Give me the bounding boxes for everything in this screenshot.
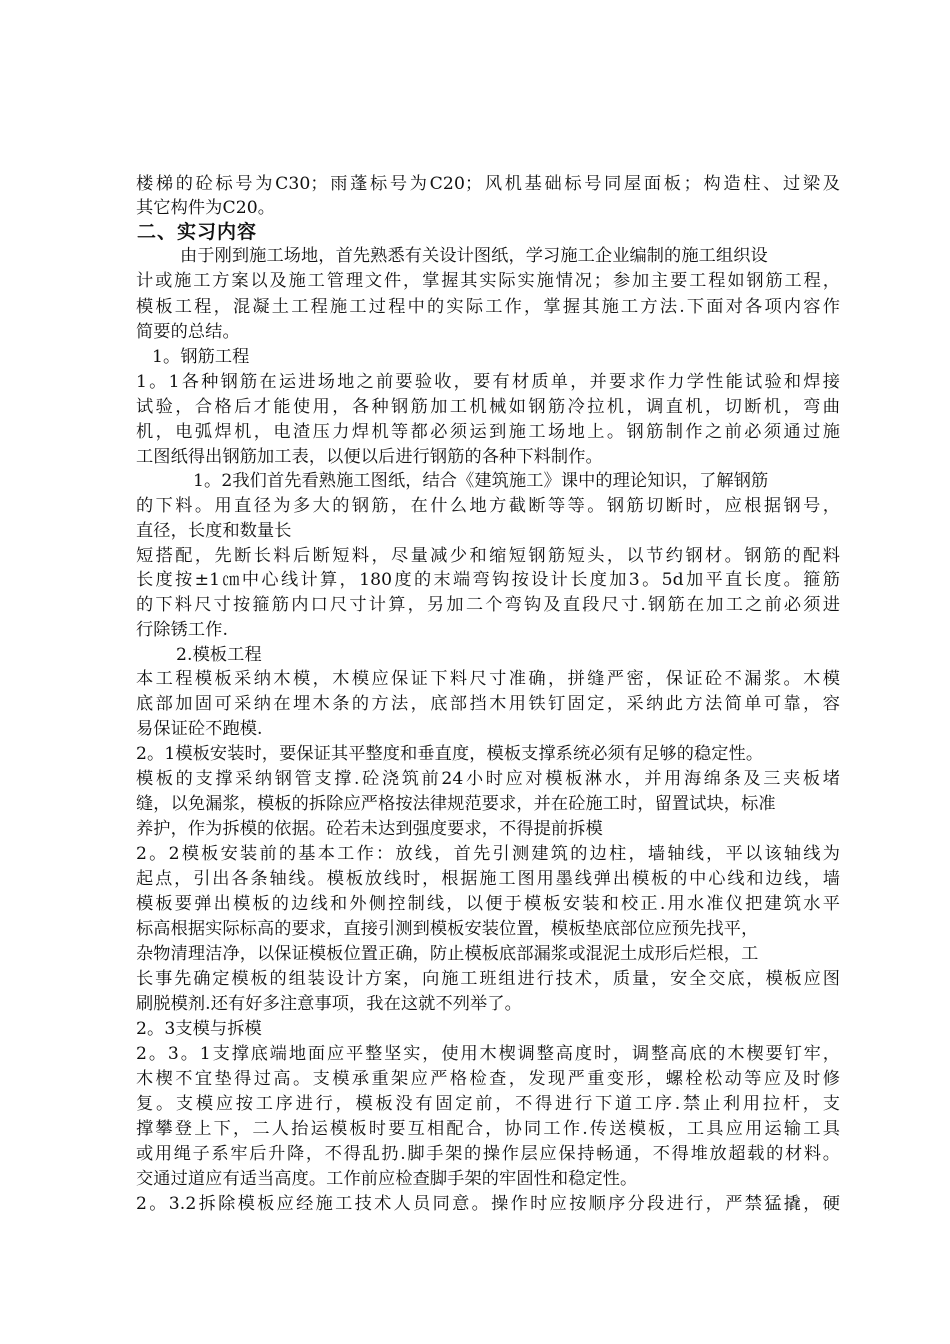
paragraph-line: 2。3.2拆除模板应经施工技术人员同意。操作时应按顺序分段进行，严禁猛撬，硬	[136, 1194, 840, 1214]
text-line: 其它构件为C20。	[136, 198, 276, 218]
paragraph-line: 工图纸得出钢筋加工表，以便以后进行钢筋的各种下料制作。	[136, 447, 603, 467]
subsection-heading: 2。3支模与拆模	[136, 1019, 262, 1039]
paragraph-line: 长事先确定模板的组装设计方案，向施工班组进行技术，质量，安全交底，模板应图	[136, 969, 840, 989]
paragraph-line: 交通过道应有适当高度。工作前应检查脚手架的牢固性和稳定性。	[136, 1169, 638, 1189]
paragraph-line: 直径，长度和数量长	[136, 521, 292, 541]
paragraph-line: 缝，以免漏浆，模板的拆除应严格按法律规范要求，并在砼施工时，留置试块，标准	[136, 794, 776, 814]
paragraph-line: 模板要弹出模板的边线和外侧控制线，以便于模板安装和校正.用水准仪把建筑水平	[136, 894, 840, 914]
paragraph-line: 计或施工方案以及施工管理文件，掌握其实际实施情况；参加主要工程如钢筋工程，	[136, 271, 840, 291]
paragraph-line: 的下料尺寸按箍筋内口尺寸计算，另加二个弯钩及直段尺寸.钢筋在加工之前必须进	[136, 595, 840, 615]
paragraph-line: 长度按±1㎝中心线计算，180度的末端弯钩按设计长度加3。5d加平直长度。箍筋	[136, 570, 840, 590]
paragraph-line: 简要的总结。	[136, 322, 240, 342]
paragraph-line: 短搭配，先断长料后断短料，尽量减少和缩短钢筋短头，以节约钢材。钢筋的配料	[136, 546, 840, 566]
paragraph-line: 标高根据实际标高的要求，直接引测到模板安装位置，模板垫底部位应预先找平，	[136, 919, 759, 939]
paragraph-line: 的下料。用直径为多大的钢筋，在什么地方截断等等。钢筋切断时，应根据钢号，	[136, 496, 840, 516]
paragraph-line: 或用绳子系牢后升降，不得乱扔.脚手架的操作层应保持畅通，不得堆放超载的材料。	[136, 1144, 840, 1164]
paragraph-line: 模板的支撑采纳钢管支撑.砼浇筑前24小时应对模板淋水，并用海绵条及三夹板堵	[136, 769, 840, 789]
paragraph-line: 2。3。1支撑底端地面应平整坚实，使用木楔调整高度时，调整高底的木楔要钉牢，	[136, 1044, 840, 1064]
paragraph-line: 杂物清理洁净，以保证模板位置正确，防止模板底部漏浆或混泥土成形后烂根，工	[136, 944, 759, 964]
text-line: 楼梯的砼标号为C30；雨蓬标号为C20；风机基础标号同屋面板；构造柱、过梁及	[136, 174, 840, 194]
paragraph-line: 行除锈工作.	[136, 620, 229, 640]
paragraph-line: 复。支模应按工序进行，模板没有固定前，不得进行下道工序.禁止利用拉杆，支	[136, 1094, 840, 1114]
subsection-heading: 2.模板工程	[176, 645, 262, 665]
paragraph-line: 机，电弧焊机，电渣压力焊机等都必须运到施工场地上。钢筋制作之前必须通过施	[136, 422, 840, 442]
subsection-heading: 1。钢筋工程	[152, 347, 250, 367]
paragraph-line: 木楔不宜垫得过高。支模承重架应严格检查，发现严重变形，螺栓松动等应及时修	[136, 1069, 840, 1089]
paragraph-line: 底部加固可采纳在埋木条的方法，底部挡木用铁钉固定，采纳此方法简单可靠，容	[136, 694, 840, 714]
section-heading: 二、实习内容	[137, 221, 258, 243]
paragraph-line: 1。1各种钢筋在运进场地之前要验收，要有材质单，并要求作力学性能试验和焊接	[136, 372, 840, 392]
paragraph-line: 刷脱模剂.还有好多注意事项，我在这就不列举了。	[136, 994, 522, 1014]
paragraph-line: 2。2模板安装前的基本工作：放线，首先引测建筑的边柱，墙轴线，平以该轴线为	[136, 844, 840, 864]
paragraph-line: 2。1模板安装时，要保证其平整度和垂直度，模板支撑系统必须有足够的稳定性。	[136, 744, 764, 764]
paragraph-line: 养护，作为拆模的依据。砼若未达到强度要求，不得提前拆模	[136, 819, 603, 839]
paragraph-line: 试验，合格后才能使用，各种钢筋加工机械如钢筋冷拉机，调直机，切断机，弯曲	[136, 397, 840, 417]
paragraph-line: 模板工程，混凝土工程施工过程中的实际工作，掌握其施工方法.下面对各项内容作	[136, 297, 840, 317]
paragraph-line: 撑攀登上下，二人抬运模板时要互相配合，协同工作.传送模板，工具应用运输工具	[136, 1119, 840, 1139]
paragraph-line: 本工程模板采纳木模，木模应保证下料尺寸准确，拼缝严密，保证砼不漏浆。木模	[136, 669, 840, 689]
paragraph-line: 易保证砼不跑模.	[136, 719, 263, 739]
paragraph-line: 由于刚到施工场地，首先熟悉有关设计图纸，学习施工企业编制的施工组织设	[180, 246, 768, 266]
paragraph-line: 起点，引出各条轴线。模板放线时，根据施工图用墨线弹出模板的中心线和边线，墙	[136, 869, 840, 889]
paragraph-line: 1。2我们首先看熟施工图纸，结合《建筑施工》课中的理论知识，了解钢筋	[193, 471, 769, 491]
